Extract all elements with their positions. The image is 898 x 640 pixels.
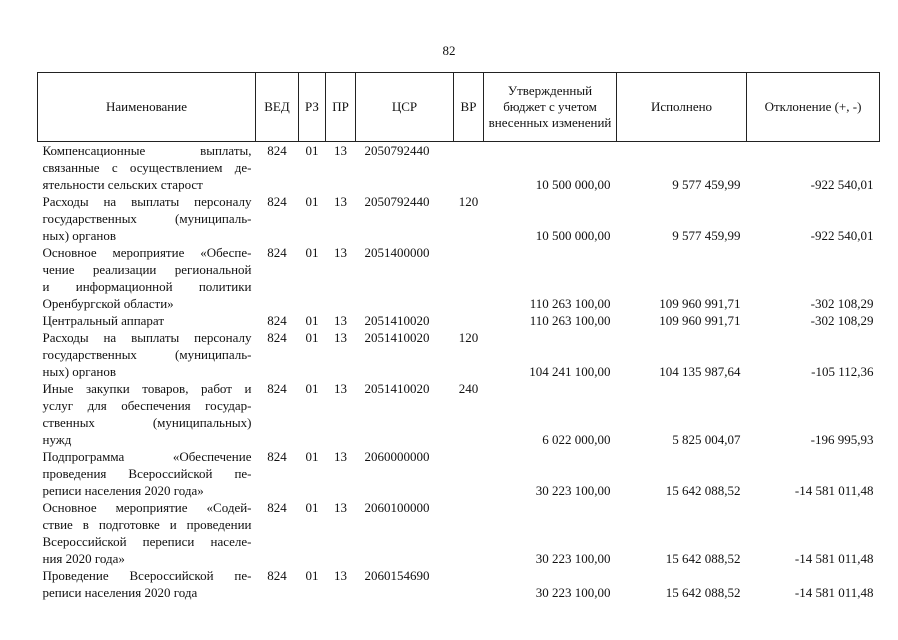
row-name-line: Подпрограмма «Обеспечение — [42, 449, 252, 464]
row-ved: 824 — [267, 568, 287, 583]
table-row — [38, 499, 880, 567]
row-csr: 2051410020 — [364, 381, 430, 396]
row-ved: 824 — [267, 194, 287, 209]
row-name-line: ния 2020 года» — [42, 551, 125, 566]
row-name-line: ятельности сельских старост — [42, 177, 203, 192]
row-name-line: проведения Всероссийской пе- — [42, 466, 252, 481]
row-name-line: государственных (муниципаль- — [42, 347, 252, 362]
row-name-line: связанные с осуществлением де- — [42, 160, 252, 175]
row-deviation: -14 581 011,48 — [794, 483, 874, 498]
row-pr: 13 — [334, 568, 347, 583]
row-approved: 30 223 100,00 — [535, 585, 611, 600]
row-name-line: ных) органов — [42, 228, 116, 243]
row-vr — [454, 244, 484, 312]
row-pr: 13 — [334, 449, 347, 464]
row-name — [38, 329, 256, 380]
row-name — [38, 244, 256, 312]
row-rz: 01 — [305, 194, 319, 209]
table-row — [38, 380, 880, 448]
row-deviation: -14 581 011,48 — [794, 585, 874, 600]
table-body — [38, 142, 880, 602]
row-pr: 13 — [334, 313, 347, 328]
row-approved: 30 223 100,00 — [535, 551, 611, 566]
row-ved: 824 — [267, 143, 287, 158]
row-executed: 5 825 004,07 — [672, 432, 741, 447]
table-row — [38, 142, 880, 194]
row-executed: 9 577 459,99 — [672, 177, 741, 192]
row-vr: 240 — [458, 381, 479, 396]
row-ved: 824 — [267, 381, 287, 396]
row-csr: 2050792440 — [364, 143, 430, 158]
row-vr — [454, 448, 484, 499]
row-approved: 30 223 100,00 — [535, 483, 611, 498]
row-vr — [454, 312, 484, 329]
row-csr: 2050792440 — [364, 194, 430, 209]
header-executed: Исполнено — [617, 73, 747, 142]
table-row — [38, 244, 880, 312]
row-name — [38, 567, 256, 601]
row-pr: 13 — [334, 330, 347, 345]
row-rz: 01 — [305, 245, 319, 260]
row-name — [38, 312, 256, 329]
row-name-line: нужд — [42, 432, 72, 447]
row-rz: 01 — [305, 330, 319, 345]
row-ved: 824 — [267, 330, 287, 345]
row-executed: 109 960 991,71 — [659, 313, 741, 328]
row-deviation: -196 995,93 — [810, 432, 874, 447]
row-rz: 01 — [305, 313, 319, 328]
budget-execution-table — [37, 72, 880, 601]
row-pr: 13 — [334, 143, 347, 158]
row-vr: 120 — [458, 330, 479, 345]
row-rz: 01 — [305, 500, 319, 515]
row-name-line: Проведение Всероссийской пе- — [42, 568, 252, 583]
row-deviation: -105 112,36 — [811, 364, 874, 379]
row-name-line: реписи населения 2020 года» — [42, 483, 204, 498]
row-pr: 13 — [334, 500, 347, 515]
row-name-line: услуг для обеспечения государ- — [42, 398, 252, 413]
page-number: 82 — [442, 43, 456, 58]
row-name — [38, 380, 256, 448]
row-executed: 15 642 088,52 — [665, 551, 741, 566]
header-csr: ЦСР — [356, 73, 454, 142]
row-vr — [454, 567, 484, 601]
table-row — [38, 312, 880, 329]
header-pr: ПР — [326, 73, 356, 142]
row-ved: 824 — [267, 449, 287, 464]
table-row — [38, 329, 880, 380]
row-approved: 6 022 000,00 — [542, 432, 611, 447]
row-approved: 110 263 100,00 — [529, 296, 611, 311]
row-approved: 10 500 000,00 — [535, 177, 611, 192]
row-name-line: Всероссийской переписи населе- — [42, 534, 252, 549]
row-csr: 2060154690 — [364, 568, 430, 583]
row-rz: 01 — [305, 381, 319, 396]
row-rz: 01 — [305, 568, 319, 583]
header-name: Наименование — [38, 73, 256, 142]
row-rz: 01 — [305, 449, 319, 464]
row-executed: 109 960 991,71 — [659, 296, 741, 311]
row-name — [38, 142, 256, 194]
row-csr: 2060000000 — [364, 449, 430, 464]
row-pr: 13 — [334, 194, 347, 209]
row-rz: 01 — [305, 143, 319, 158]
row-approved: 10 500 000,00 — [535, 228, 611, 243]
row-ved: 824 — [267, 500, 287, 515]
header-ved: ВЕД — [256, 73, 299, 142]
row-csr: 2060100000 — [364, 500, 430, 515]
row-deviation: -922 540,01 — [810, 228, 874, 243]
row-deviation: -922 540,01 — [810, 177, 874, 192]
row-csr: 2051410020 — [364, 330, 430, 345]
row-pr: 13 — [334, 381, 347, 396]
row-executed: 15 642 088,52 — [665, 585, 741, 600]
row-deviation: -302 108,29 — [810, 296, 874, 311]
row-csr: 2051410020 — [364, 313, 430, 328]
row-name-line: Основное мероприятие «Содей- — [42, 500, 252, 515]
row-name-line: Центральный аппарат — [42, 313, 165, 328]
table-header — [38, 73, 880, 142]
row-vr — [454, 142, 484, 194]
row-name-line: Оренбургской области» — [42, 296, 174, 311]
row-executed: 15 642 088,52 — [665, 483, 741, 498]
row-approved: 104 241 100,00 — [529, 364, 611, 379]
header-vr: ВР — [454, 73, 484, 142]
row-name-line: ствие в подготовке и проведении — [42, 517, 252, 532]
row-name-line: ных) органов — [42, 364, 116, 379]
row-name-line: ственных (муниципальных) — [42, 415, 252, 430]
row-name-line: и информационной политики — [42, 279, 252, 294]
row-name-line: Расходы на выплаты персоналу — [42, 194, 252, 209]
row-ved: 824 — [267, 313, 287, 328]
header-deviation: Отклонение (+, -) — [747, 73, 880, 142]
row-name — [38, 499, 256, 567]
row-name-line: Расходы на выплаты персоналу — [42, 330, 252, 345]
table-row — [38, 448, 880, 499]
row-name-line: Основное мероприятие «Обеспе- — [42, 245, 252, 260]
row-name — [38, 193, 256, 244]
row-name — [38, 448, 256, 499]
header-rz: РЗ — [299, 73, 326, 142]
table-row — [38, 567, 880, 601]
header-approved: Утвержденный бюджет с учетом внесенных изменений — [484, 73, 617, 142]
row-ved: 824 — [267, 245, 287, 260]
row-csr: 2051400000 — [364, 245, 430, 260]
row-name-line: Компенсационные выплаты, — [42, 143, 252, 158]
row-deviation: -14 581 011,48 — [794, 551, 874, 566]
row-name-line: чение реализации региональной — [42, 262, 252, 277]
row-name-line: государственных (муниципаль- — [42, 211, 252, 226]
row-deviation: -302 108,29 — [810, 313, 874, 328]
row-approved: 110 263 100,00 — [529, 313, 611, 328]
row-name-line: Иные закупки товаров, работ и — [42, 381, 252, 396]
row-name-line: реписи населения 2020 года — [42, 585, 198, 600]
table-row — [38, 193, 880, 244]
row-vr: 120 — [458, 194, 479, 209]
row-executed: 104 135 987,64 — [659, 364, 741, 379]
row-vr — [454, 499, 484, 567]
row-executed: 9 577 459,99 — [672, 228, 741, 243]
row-pr: 13 — [334, 245, 347, 260]
